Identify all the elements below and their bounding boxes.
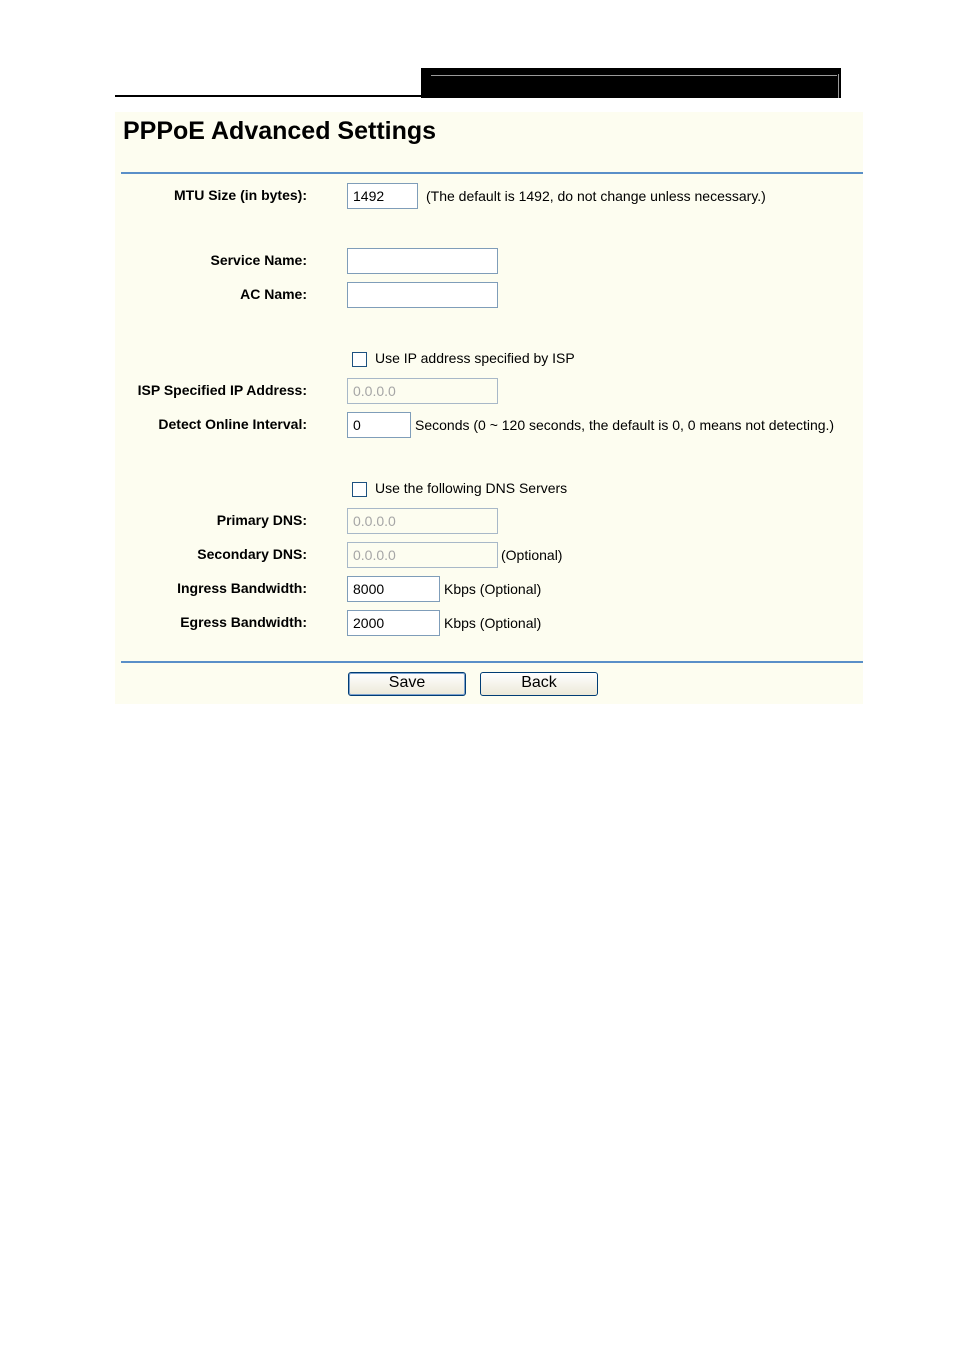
use-dns-label: Use the following DNS Servers [375, 480, 568, 496]
use-isp-ip-checkbox[interactable] [352, 352, 367, 367]
mtu-label: MTU Size (in bytes): [173, 187, 307, 203]
top-divider [121, 172, 863, 174]
back-button[interactable]: Back [480, 672, 598, 696]
save-button[interactable]: Save [348, 672, 466, 696]
detect-interval-label: Detect Online Interval: [158, 416, 307, 432]
use-isp-ip-label: Use IP address specified by ISP [375, 350, 575, 366]
page-title: PPPoE Advanced Settings [123, 117, 437, 145]
ac-name-label: AC Name: [240, 286, 307, 302]
ingress-bandwidth-hint: Kbps (Optional) [444, 581, 542, 597]
mtu-input[interactable] [347, 183, 418, 209]
mtu-hint: (The default is 1492, do not change unless necessary.) [426, 188, 766, 204]
bottom-divider [121, 661, 863, 663]
primary-dns-label: Primary DNS: [216, 512, 307, 528]
egress-bandwidth-input[interactable] [347, 610, 440, 636]
isp-ip-label: ISP Specified IP Address: [137, 382, 307, 398]
egress-bandwidth-label: Egress Bandwidth: [180, 614, 307, 630]
header-underline [115, 95, 421, 97]
use-dns-checkbox[interactable] [352, 482, 367, 497]
detect-interval-input[interactable] [347, 412, 411, 438]
primary-dns-input[interactable] [347, 508, 498, 534]
secondary-dns-label: Secondary DNS: [197, 546, 307, 562]
isp-ip-input[interactable] [347, 378, 498, 404]
detect-interval-hint: Seconds (0 ~ 120 seconds, the default is 0, 0 means not detecting.) [415, 417, 835, 433]
settings-panel [115, 112, 863, 704]
secondary-dns-input[interactable] [347, 542, 498, 568]
egress-bandwidth-hint: Kbps (Optional) [444, 615, 542, 631]
ac-name-input[interactable] [347, 282, 498, 308]
service-name-label: Service Name: [210, 252, 307, 268]
header-bar [421, 68, 841, 98]
header-bar-tick [838, 74, 839, 98]
service-name-input[interactable] [347, 248, 498, 274]
ingress-bandwidth-input[interactable] [347, 576, 440, 602]
ingress-bandwidth-label: Ingress Bandwidth: [177, 580, 307, 596]
header-bar-line [431, 75, 837, 76]
secondary-dns-hint: (Optional) [501, 547, 563, 563]
